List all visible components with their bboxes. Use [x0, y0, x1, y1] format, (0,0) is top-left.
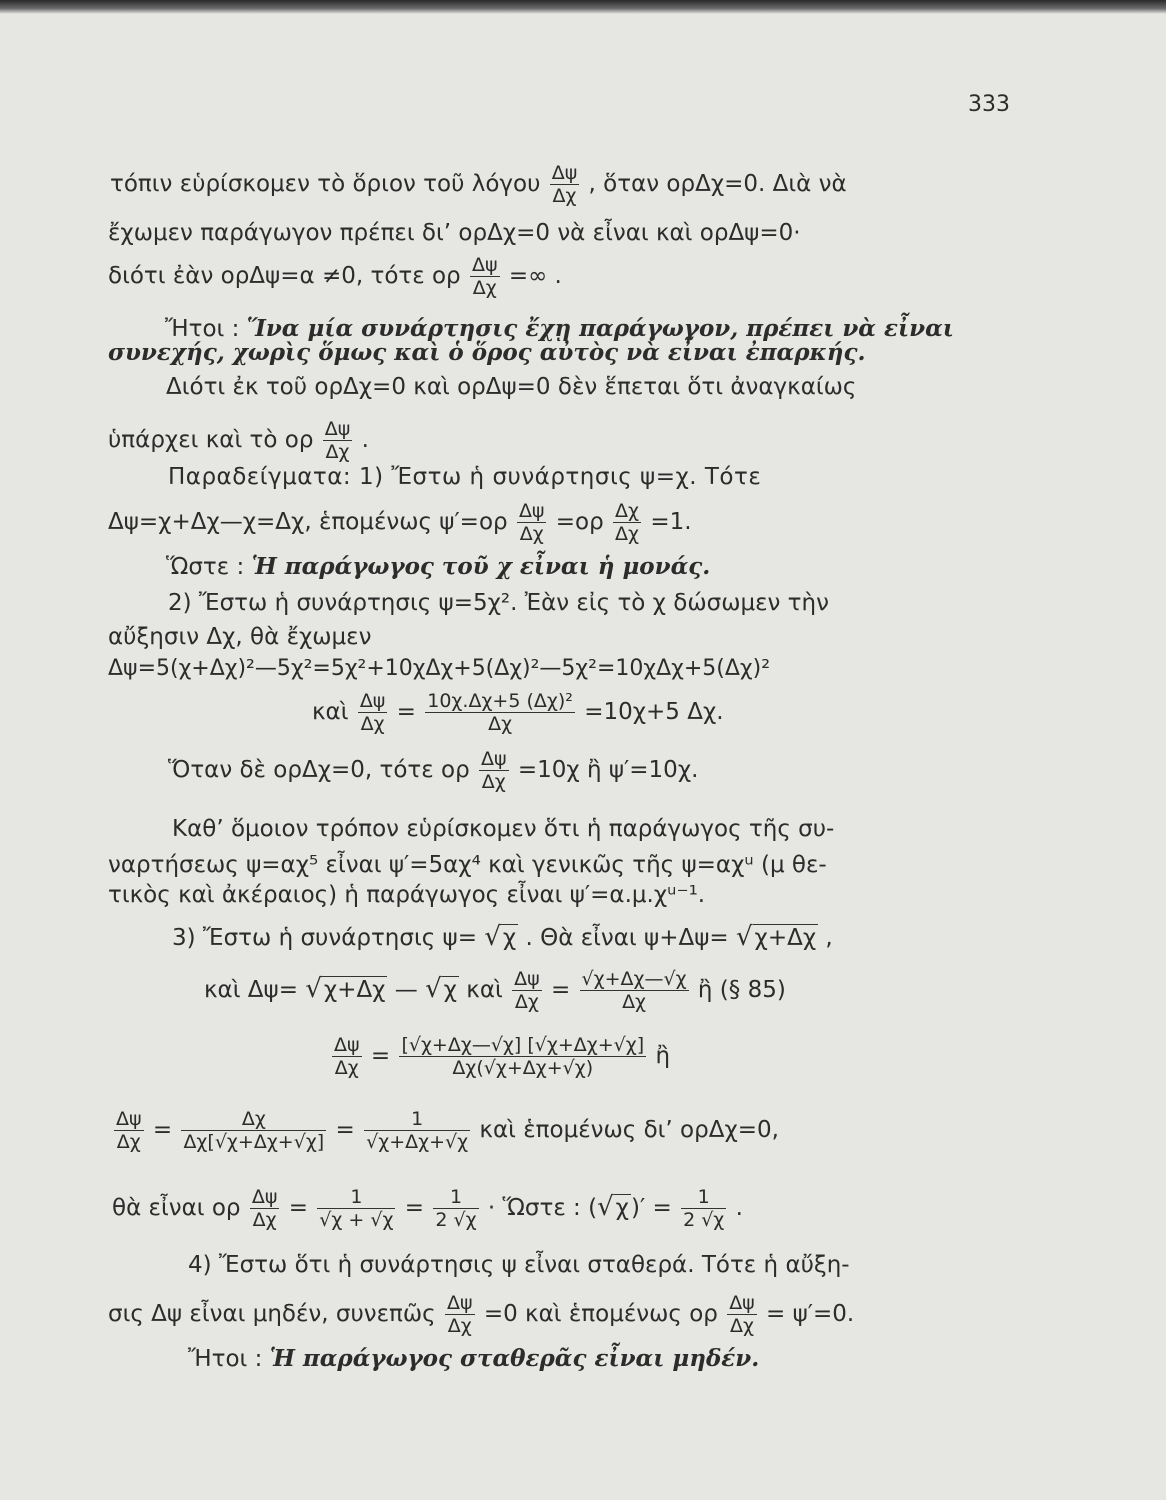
- fraction: $\frac{\Delta\psi}{\Delta\chi}$: [518, 500, 545, 545]
- text-line-12: αὔξησιν Δχ, θὰ ἔχωμεν: [108, 624, 372, 650]
- fraction: $\frac{1}{2 √\chi}$: [683, 1186, 725, 1231]
- text-line-6: Διότι ἐκ τοῦ ορΔχ=0 καὶ ορΔψ=0 δὲν ἕπεται ὅτι ἀναγκαίως: [166, 374, 857, 400]
- text-line-1: τόπιν εὑρίσκομεν τὸ ὅριον τοῦ λόγου $\frac{\Delta\psi}{\Delta\chi}$ , ὅταν ορΔχ=0. Διὰ νὰ: [110, 162, 847, 207]
- fraction: $\frac{\Delta\psi}{\Delta\chi}$: [551, 162, 578, 207]
- text-line-17: ναρτήσεως ψ=αχ⁵ εἶναι ψ′=5αχ⁴ καὶ γενικῶς τῆς ψ=αχᵘ (μ θε-: [108, 852, 827, 878]
- fraction: $\frac{1}{√\chi+\Delta\chi+√\chi}$: [366, 1108, 469, 1153]
- fraction: $\frac{\Delta\psi}{\Delta\chi}$: [481, 748, 507, 793]
- sqrt: √χ+Δχ: [305, 974, 386, 1004]
- text-line-11: 2) Ἔστω ἡ συνάρτησις ψ=5χ². Ἐὰν εἰς τὸ χ δώσωμεν τὴν: [168, 590, 829, 616]
- fraction: $\frac{\Delta\psi}{\Delta\chi}$: [251, 1186, 278, 1231]
- fraction: $\frac{[√\chi+\Delta\chi—√\chi] [√\chi+\Delta\chi+√\chi]}{\Delta\chi(√\chi+\Delta\chi+√\chi)}$: [401, 1034, 645, 1079]
- sqrt: √χ: [597, 1192, 629, 1222]
- fraction: $\frac{\text{10χ.Δχ+5 (Δχ)²}}{\Delta\chi}$: [427, 690, 573, 735]
- text-line-9: Δψ=χ+Δχ—χ=Δχ, ἑπομένως ψ′=ορ $\frac{\Delta\psi}{\Delta\chi}$ =ορ $\frac{\Delta\chi}{\Delta\chi}$ =1.: [108, 500, 692, 545]
- text-line-7: ὑπάρχει καὶ τὸ ορ $\frac{\Delta\psi}{\Delta\chi}$ .: [108, 418, 369, 463]
- sqrt: √χ+Δχ: [735, 922, 817, 952]
- scan-edge: [0, 0, 1166, 14]
- fraction: $\frac{\Delta\psi}{\Delta\chi}$: [471, 254, 498, 299]
- fraction: $\frac{\Delta\psi}{\Delta\chi}$: [729, 1292, 755, 1337]
- fraction: $\frac{1}{√\chi + √\chi}$: [319, 1186, 394, 1231]
- text-line-25: σις Δψ εἶναι μηδέν, συνεπῶς $\frac{\Delta\psi}{\Delta\chi}$ =0 καὶ ἑπομένως ορ $\frac{\Delta\psi}{\Delta\chi}$ = ψ′=0.: [108, 1292, 855, 1337]
- text-line-20: καὶ Δψ= √χ+Δχ — √χ καὶ $\frac{\Delta\psi}{\Delta\chi}$ = $\frac{√\chi+\Delta\chi—√\chi}{\Delta\chi}$ ἢ (§ 85): [204, 968, 786, 1013]
- fraction: $\frac{1}{2 √\chi}$: [435, 1186, 477, 1231]
- fraction: $\frac{\Delta\chi}{\Delta\chi[√\chi+\Delta\chi+√\chi]}$: [183, 1108, 325, 1153]
- text-line-15: Ὅταν δὲ ορΔχ=0, τότε ορ $\frac{\Delta\psi}{\Delta\chi}$ =10χ ἢ ψ′=10χ.: [168, 748, 699, 793]
- fraction: $\frac{\Delta\psi}{\Delta\chi}$: [116, 1108, 142, 1153]
- fraction: $\frac{\Delta\chi}{\Delta\chi}$: [615, 500, 640, 545]
- text-line-14: καὶ $\frac{\Delta\psi}{\Delta\chi}$ = $\frac{\text{10χ.Δχ+5 (Δχ)²}}{\Delta\chi}$ =10χ+5 Δχ.: [312, 690, 724, 735]
- text-line-24: 4) Ἔστω ὅτι ἡ συνάρτησις ψ εἶναι σταθερά. Τότε ἡ αὔξη-: [188, 1252, 850, 1278]
- text-line-3: διότι ἐὰν ορΔψ=α ≠0, τότε ορ $\frac{\Delta\psi}{\Delta\chi}$ =∞ .: [108, 254, 562, 299]
- text-line-4: Ἤτοι : Ἵνα μία συνάρτησις ἔχῃ παράγωγον, πρέπει νὰ εἶναι: [165, 315, 954, 342]
- fraction: $\frac{√\chi+\Delta\chi—√\chi}{\Delta\chi}$: [581, 968, 687, 1013]
- text-line-5: συνεχής, χωρὶς ὅμως καὶ ὁ ὅρος αὐτὸς νὰ εἶναι ἐπαρκής.: [108, 339, 866, 366]
- sqrt: √χ: [484, 922, 517, 952]
- page-number: 333: [968, 92, 1010, 117]
- fraction: $\frac{\Delta\psi}{\Delta\chi}$: [446, 1292, 473, 1337]
- fraction: $\frac{\Delta\psi}{\Delta\chi}$: [359, 690, 386, 735]
- sqrt: √χ: [425, 974, 457, 1004]
- text-line-2: ἔχωμεν παράγωγον πρέπει δι’ ορΔχ=0 νὰ εἶναι καὶ ορΔψ=0·: [108, 220, 801, 246]
- fraction: $\frac{\Delta\psi}{\Delta\chi}$: [334, 1034, 360, 1079]
- text-line-21: $\frac{\Delta\psi}{\Delta\chi}$ = $\frac{[√\chi+\Delta\chi—√\chi] [√\chi+\Delta\chi+√\chi]}{\Delta\chi(√\chi+\Delta\chi+√\chi)}$ ἢ: [334, 1034, 671, 1079]
- text-line-19: 3) Ἔστω ἡ συνάρτησις ψ= √χ . Θὰ εἶναι ψ+Δψ= √χ+Δχ ,: [172, 922, 833, 952]
- text-line-16: Καθ’ ὅμοιον τρόπον εὑρίσκομεν ὅτι ἡ παράγωγος τῆς συ-: [172, 816, 835, 842]
- fraction: $\frac{\Delta\psi}{\Delta\chi}$: [514, 968, 540, 1013]
- text-line-22: $\frac{\Delta\psi}{\Delta\chi}$ = $\frac{\Delta\chi}{\Delta\chi[√\chi+\Delta\chi+√\chi]}$ = $\frac{1}{√\chi+\Delta\chi+√\chi}$ καὶ ἑπομένως δι’ ορΔχ=0,: [116, 1108, 779, 1153]
- text-line-8: Παραδείγματα: 1) Ἔστω ἡ συνάρτησις ψ=χ. Τότε: [168, 464, 762, 490]
- text-line-10: Ὥστε : Ἡ παράγωγος τοῦ χ εἶναι ἡ μονάς.: [166, 553, 711, 580]
- text-line-26: Ἤτοι : Ἡ παράγωγος σταθερᾶς εἶναι μηδέν.: [188, 1345, 760, 1372]
- text-line-23: θὰ εἶναι ορ $\frac{\Delta\psi}{\Delta\chi}$ = $\frac{1}{√\chi + √\chi}$ = $\frac{1}{2 √\chi}$ · Ὥστε : (√χ)′ = $\frac{1}{2 √\chi}$ .: [112, 1186, 743, 1231]
- fraction: $\frac{\Delta\psi}{\Delta\chi}$: [324, 418, 351, 463]
- text-line-18: τικὸς καὶ ἀκέραιος) ἡ παράγωγος εἶναι ψ′=α.μ.χᵘ⁻¹.: [108, 882, 706, 908]
- text-line-13: Δψ=5(χ+Δχ)²—5χ²=5χ²+10χΔχ+5(Δχ)²—5χ²=10χΔχ+5(Δχ)²: [108, 656, 771, 681]
